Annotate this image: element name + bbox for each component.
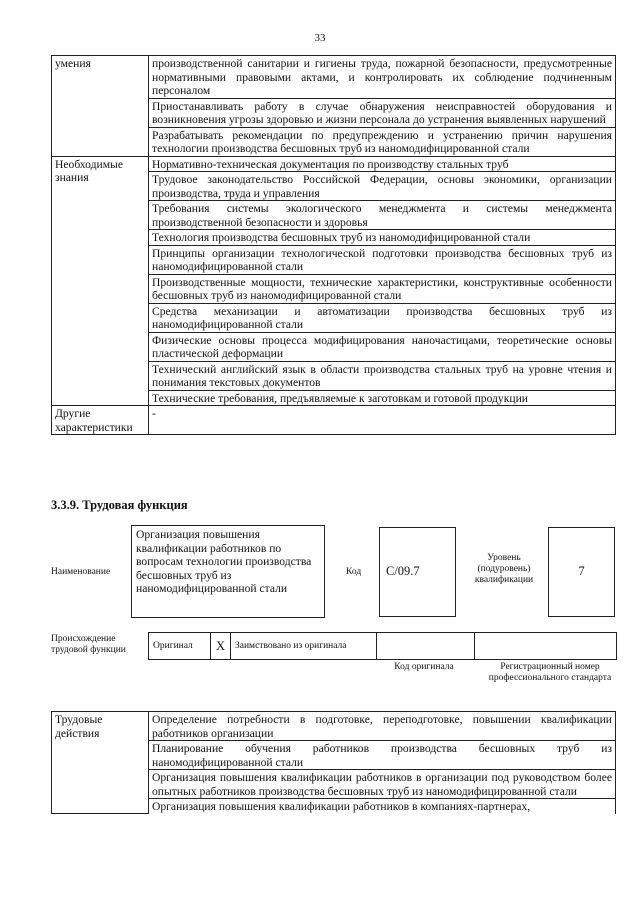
code-original-label: Код оригинала <box>394 662 454 672</box>
table-cell: Разрабатывать рекомендации по предупреждению и устранению причин нарушения технологии производства бесшовных труб из наномодифицированной стали <box>149 127 616 156</box>
code-original-cell <box>377 633 475 659</box>
origin-row <box>148 632 617 660</box>
function-name-box: Организация повышения квалификации работников по вопросам технологии производства бесшовных труб из наномодифицированной стали <box>131 525 325 618</box>
code-value-box: C/09.7 <box>379 527 456 617</box>
row-label-labor-actions: Трудовые действия <box>52 712 149 814</box>
table-cell: Организация повышения квалификации работников в организации под руководством более опытных работников производства бесшовных труб из наномодифицированной стали <box>149 770 616 799</box>
table-cell: Определение потребности в подготовке, переподготовке, повышении квалификации работников организации <box>149 712 616 741</box>
origin-label: Происхождение трудовой функции <box>51 634 126 655</box>
table-row <box>52 712 616 741</box>
labor-actions-table <box>51 711 616 814</box>
table-cell: Трудовое законодательство Российской Федерации, основы экономики, организации производства, труда и управления <box>149 172 616 201</box>
original-mark: X <box>211 633 231 659</box>
reg-number-cell <box>475 633 616 659</box>
code-label: Код <box>346 567 362 577</box>
row-label-required-knowledge: Необходимые знания <box>52 156 149 406</box>
original-label: Оригинал <box>149 633 211 659</box>
table-cell: Средства механизации и автоматизации производства бесшовных труб из наномодифицированной стали <box>149 303 616 332</box>
table-row <box>52 56 616 99</box>
table-cell: Нормативно-техническая документация по производству стальных труб <box>149 156 616 172</box>
table-cell: Технология производства бесшовных труб из наномодифицированной стали <box>149 230 616 246</box>
borrowed-label: Заимствовано из оригинала <box>231 633 377 659</box>
skills-knowledge-table <box>51 55 616 435</box>
table-cell: производственной санитарии и гигиены труда, пожарной безопасности, предусмотренные нормативными правовыми актами, и контролировать их соблюдение подчиненным персоналом <box>149 56 616 99</box>
row-label-other-characteristics: Другие характеристики <box>52 406 149 435</box>
table-row <box>52 156 616 172</box>
table-cell: Требования системы экологического менеджмента и системы менеджмента производственной безопасности и здоровья <box>149 201 616 230</box>
page-number: 33 <box>314 32 326 44</box>
table-cell: Технические требования, предъявляемые к заготовкам и готовой продукции <box>149 390 616 406</box>
section-heading: 3.3.9. Трудовая функция <box>51 498 188 512</box>
table-cell: Технический английский язык в области производства стальных труб на уровне чтения и понимания текстовых документов <box>149 361 616 390</box>
table-cell: Физические основы процесса модифицирования наночастицами, теоретические основы пластической деформации <box>149 332 616 361</box>
table-cell: Организация повышения квалификации работников в компаниях-партнерах, <box>149 799 616 814</box>
table-cell: - <box>149 406 616 435</box>
name-label: Наименование <box>51 567 111 577</box>
table-cell: Приостанавливать работу в случае обнаружения неисправностей оборудования и возникновения угрозы здоровью и жизни персонала до устранения выявленных нарушений <box>149 98 616 127</box>
row-label-skills: умения <box>52 56 149 157</box>
table-cell: Планирование обучения работников производства бесшовных труб из наномодифицированной стали <box>149 741 616 770</box>
registration-number-label: Регистрационный номер профессионального стандарта <box>488 662 612 683</box>
table-cell: Принципы организации технологической подготовки производства бесшовных труб из наномодифицированной стали <box>149 245 616 274</box>
qualification-level-label: Уровень (подуровень) квалификации <box>474 553 534 585</box>
table-row <box>52 406 616 435</box>
qualification-level-box: 7 <box>548 527 615 617</box>
table-cell: Производственные мощности, технические характеристики, конструктивные особенности бесшовных труб из наномодифицированной стали <box>149 274 616 303</box>
